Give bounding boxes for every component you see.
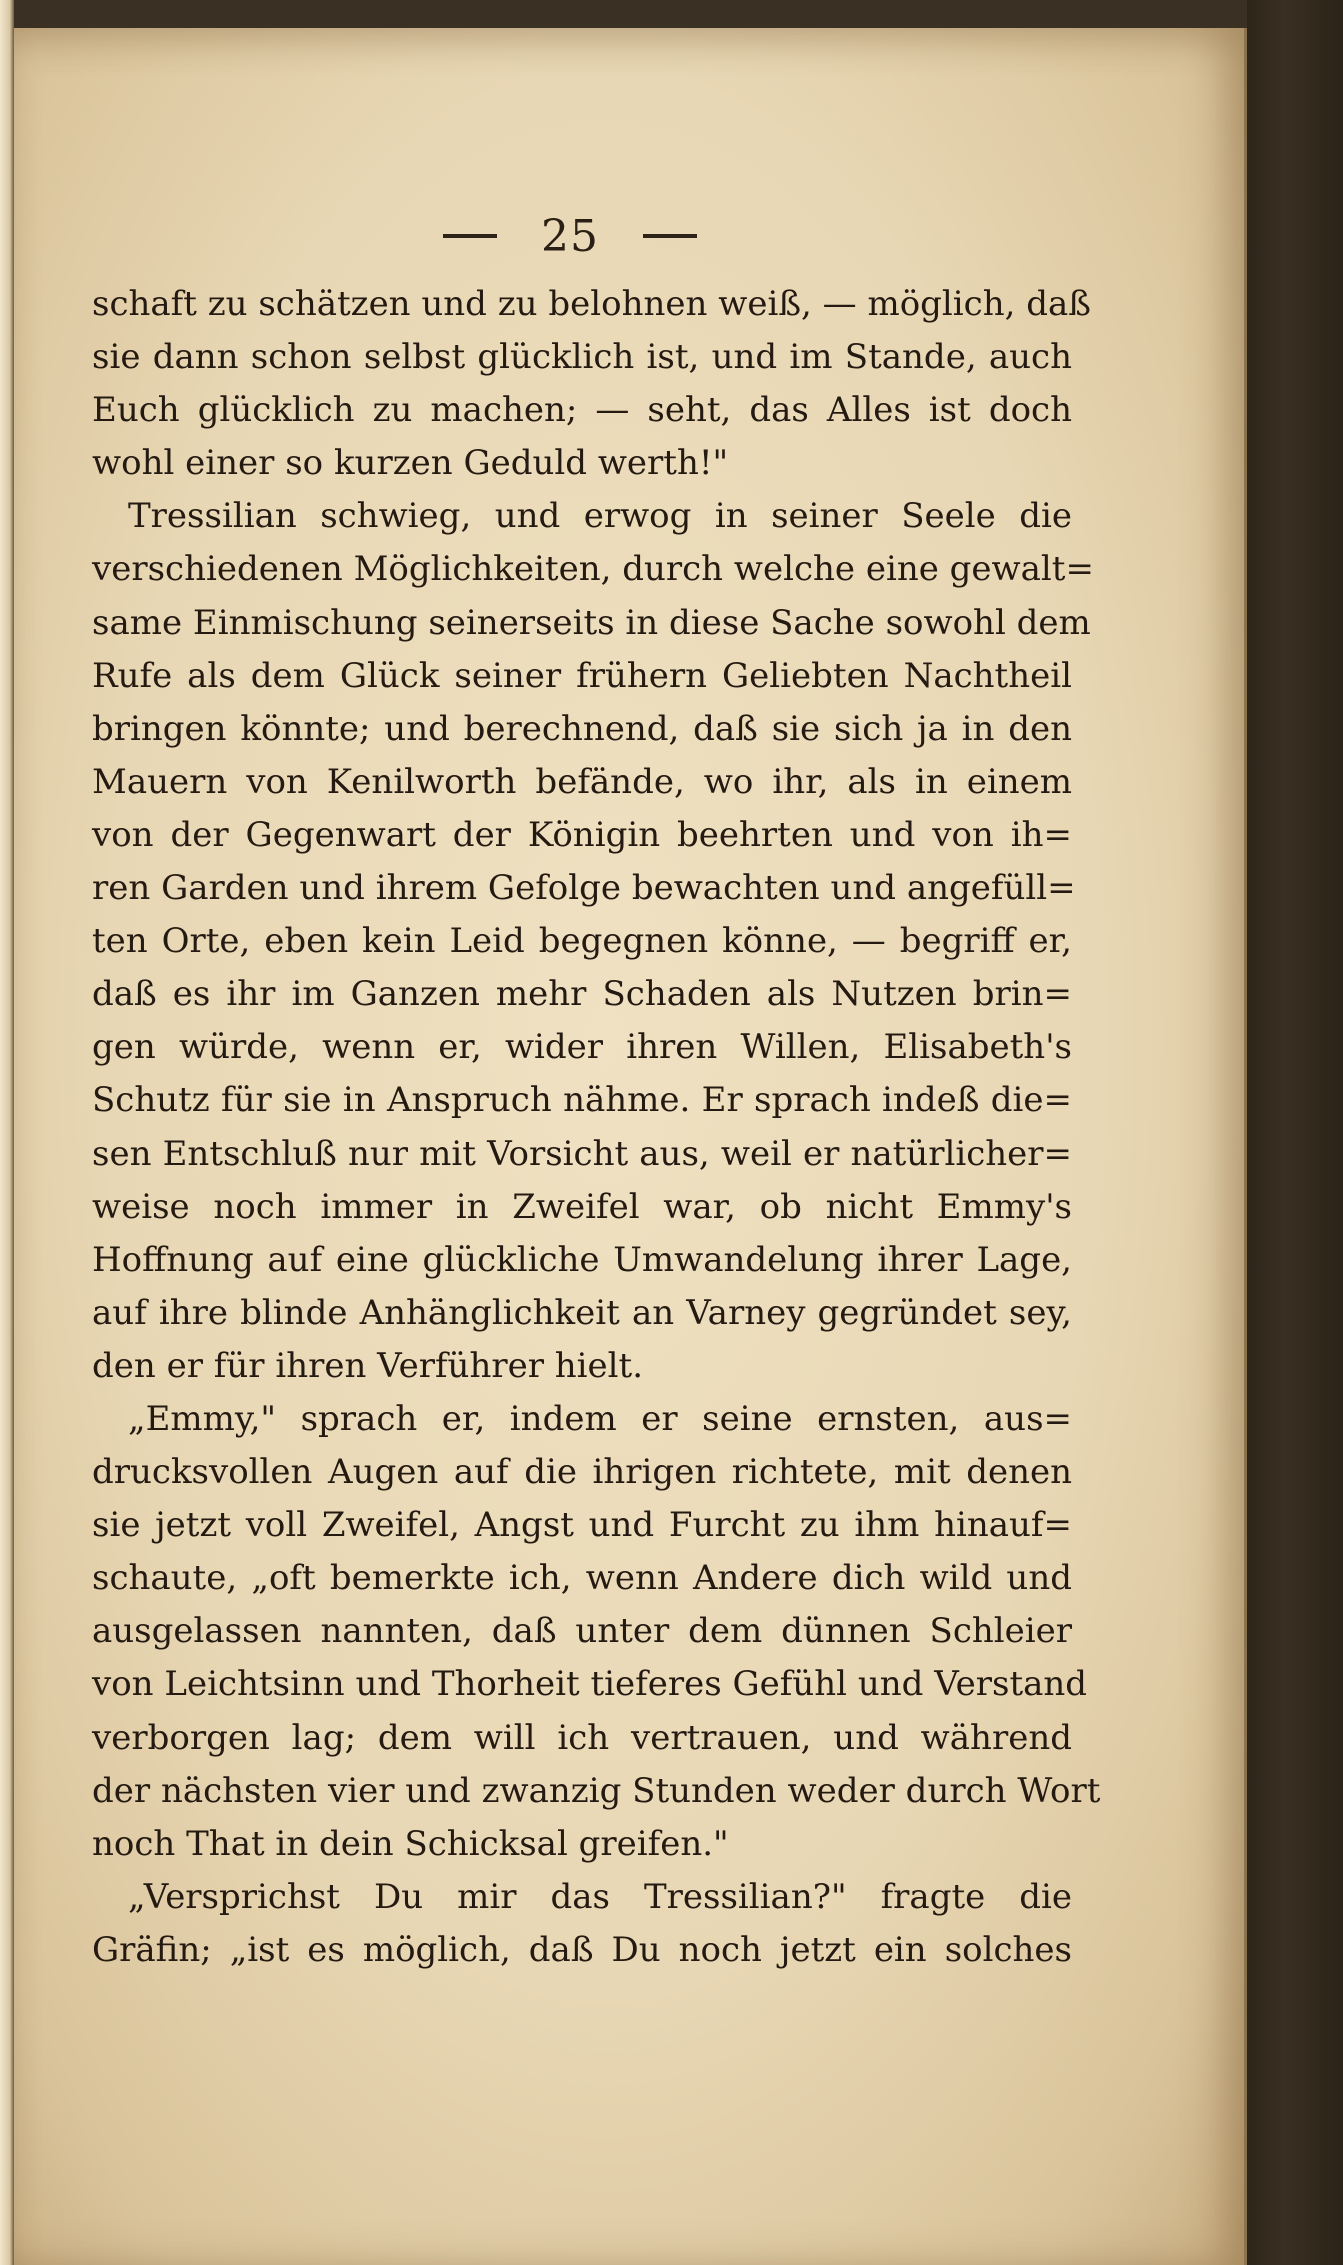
text-line: ren Garden und ihrem Gefolge bewachten und angefüll=	[92, 868, 1076, 909]
scan-background-right	[1247, 0, 1343, 2265]
text-line: wohl einer so kurzen Geduld werth!"	[92, 443, 729, 484]
text-line: von der Gegenwart der Königin beehrten und von ih=	[92, 814, 1072, 855]
text-line: daß es ihr im Ganzen mehr Schaden als Nutzen brin=	[92, 974, 1072, 1015]
text-line: „Emmy," sprach er, indem er seine ernsten, aus=	[128, 1398, 1072, 1439]
text-line: auf ihre blinde Anhänglichkeit an Varney gegründet sey,	[92, 1292, 1072, 1333]
text-line: sen Entschluß nur mit Vorsicht aus, weil er natürlicher=	[92, 1133, 1072, 1174]
header-dash-right	[643, 234, 697, 238]
page-header	[410, 206, 730, 266]
text-line: sie jetzt voll Zweifel, Angst und Furcht zu ihm hinauf=	[92, 1505, 1072, 1546]
header-dash-left	[443, 234, 497, 238]
text-line: Gräfin; „ist es möglich, daß Du noch jetzt ein solches	[92, 1929, 1072, 1970]
text-line: drucksvollen Augen auf die ihrigen richtete, mit denen	[92, 1452, 1072, 1493]
text-line: verborgen lag; dem will ich vertrauen, und während	[92, 1717, 1072, 1758]
text-line: same Einmischung seinerseits in diese Sache sowohl dem	[92, 602, 1091, 643]
text-line: ausgelassen nannten, daß unter dem dünnen Schleier	[92, 1611, 1072, 1652]
page-number: 25	[541, 210, 599, 262]
text-line: den er für ihren Verführer hielt.	[92, 1345, 644, 1386]
text-line: bringen könnte; und berechnend, daß sie sich ja in den	[92, 708, 1072, 749]
text-line: schaft zu schätzen und zu belohnen weiß, — möglich, daß	[92, 284, 1091, 324]
text-line: Tressilian schwieg, und erwog in seiner Seele die	[128, 496, 1072, 537]
text-line: Hoffnung auf eine glückliche Umwandelung ihrer Lage,	[92, 1239, 1072, 1280]
text-line: Rufe als dem Glück seiner frühern Geliebten Nachtheil	[92, 655, 1072, 696]
text-line: sie dann schon selbst glücklich ist, und im Stande, auch	[92, 337, 1072, 378]
text-line: „Versprichst Du mir das Tressilian?" fragte die	[128, 1876, 1072, 1917]
text-line: ten Orte, eben kein Leid begegnen könne, — begriff er,	[92, 921, 1072, 962]
text-line: der nächsten vier und zwanzig Stunden weder durch Wort	[92, 1770, 1101, 1811]
text-line: gen würde, wenn er, wider ihren Willen, Elisabeth's	[92, 1027, 1072, 1068]
text-line: von Leichtsinn und Thorheit tieferes Gefühl und Verstand	[92, 1664, 1088, 1705]
text-line: Mauern von Kenilworth befände, wo ihr, als in einem	[92, 761, 1072, 802]
text-line: weise noch immer in Zweifel war, ob nicht Emmy's	[92, 1186, 1072, 1227]
text-line: verschiedenen Möglichkeiten, durch welche eine gewalt=	[92, 549, 1094, 590]
page-edge-left	[0, 0, 14, 2265]
text-line: Schutz für sie in Anspruch nähme. Er sprach indeß die=	[92, 1080, 1072, 1121]
text-line: schaute, „oft bemerkte ich, wenn Andere dich wild und	[92, 1558, 1072, 1599]
body-text	[92, 278, 1101, 1977]
text-line: noch That in dein Schicksal greifen."	[92, 1823, 729, 1864]
text-line: Euch glücklich zu machen; — seht, das Alles ist doch	[92, 390, 1072, 431]
